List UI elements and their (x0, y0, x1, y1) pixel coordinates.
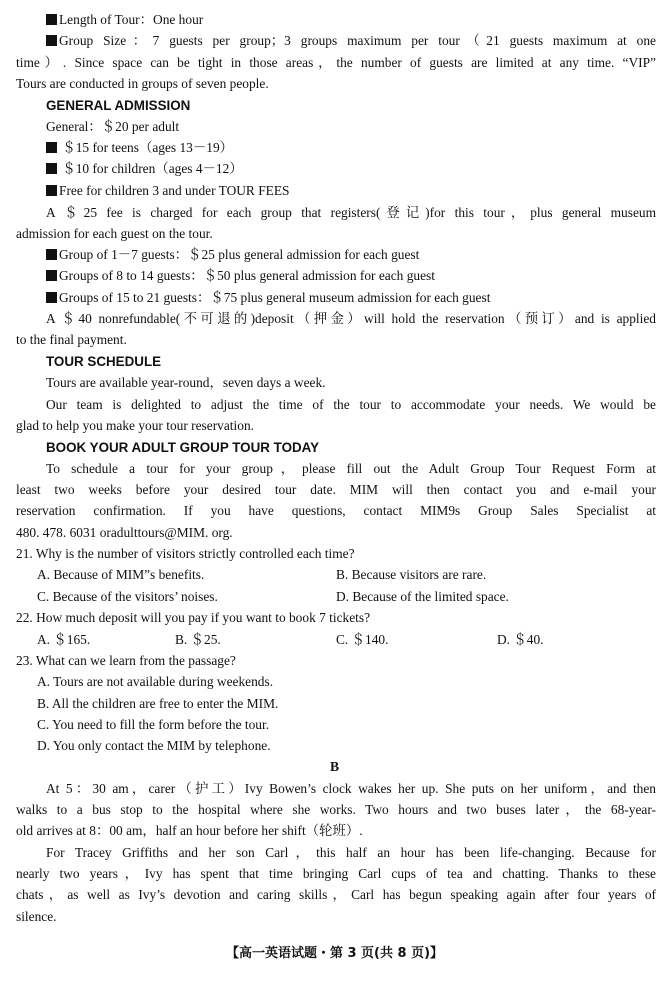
booking-contact-line: 480. 478. 6031 oradulttours@MIM. org. (16, 525, 233, 540)
bullet-square-icon (46, 185, 57, 196)
bullet-square-icon (46, 270, 57, 281)
booking-paragraph-line-1: To schedule a tour for your group，please fill out the Adult Group Tour Request Form at (46, 461, 656, 476)
general-admission-heading: GENERAL ADMISSION (46, 98, 191, 113)
group-size-line: Group Size：7 guests per group；3 groups maximum per tour（21 guests maximum at one (46, 31, 656, 51)
section-b-paragraph-1-line-1: At 5：30 am，carer（护工）Ivy Bowen’s clock wakes her up. She puts on her uniform，and then (46, 781, 656, 796)
question-22-option-c: C. ＄140. (336, 632, 389, 647)
tour-schedule-heading: TOUR SCHEDULE (46, 354, 162, 369)
section-b-paragraph-2-line-3: chats，as well as Ivy’s devotion and caring skills，Carl has begun speaking again after four years of (16, 887, 656, 902)
question-21-option-c: C. Because of the visitors’ noises. (37, 589, 218, 604)
question-23-stem: 23. What can we learn from the passage? (16, 653, 236, 668)
question-23-option-d: D. You only contact the MIM by telephone. (37, 738, 271, 753)
question-22-option-b: B. ＄25. (175, 632, 221, 647)
question-23-option-b: B. All the children are free to enter the MIM. (37, 696, 279, 711)
fee-group-1-7: Group of 1－7 guests：＄25 plus general admission for each guest (46, 245, 656, 265)
booking-paragraph-line-2: least two weeks before your desired tour date. MIM will then contact you and e-mail your (16, 482, 656, 497)
section-b-paragraph-1-line-3: old arrives at 8：00 am，half an hour before her shift（轮班）. (16, 823, 363, 838)
general-admission-adult: General：＄20 per adult (46, 119, 180, 134)
bullet-square-icon (46, 163, 57, 174)
book-tour-heading: BOOK YOUR ADULT GROUP TOUR TODAY (46, 440, 320, 455)
bullet-square-icon (46, 249, 57, 260)
question-21-stem: 21. Why is the number of visitors strictly controlled each time? (16, 546, 355, 561)
bullet-square-icon (46, 35, 57, 46)
adjust-time-paragraph: Our team is delighted to adjust the time of the tour to accommodate your needs. We would be (46, 397, 656, 412)
booking-paragraph-line-3: reservation confirmation. If you have questions, contact MIM9s Group Sales Specialist at (16, 503, 656, 518)
section-b-paragraph-1-line-2: walks to a bus stop to the hospital where she works. Two hours and two buses later，the 68-year- (16, 802, 656, 817)
bullet-square-icon (46, 14, 57, 25)
section-b-paragraph-2-line-4: silence. (16, 909, 57, 924)
adjust-time-paragraph-continued: glad to help you make your tour reservation. (16, 418, 254, 433)
section-b-paragraph-2-line-1: For Tracey Griffiths and her son Carl，this half an hour has been life-changing. Because for (46, 845, 656, 860)
question-21-option-b: B. Because visitors are rare. (336, 567, 487, 582)
question-22-option-d: D. ＄40. (497, 632, 544, 647)
section-b-label: B (329, 759, 340, 774)
tour-length-line: Length of Tour：One hour (46, 10, 656, 30)
tour-fee-paragraph-continued: admission for each guest on the tour. (16, 226, 213, 241)
fee-group-8-14: Groups of 8 to 14 guests：＄50 plus general admission for each guest (46, 266, 656, 286)
bullet-square-icon (46, 292, 57, 303)
question-23-option-a: A. Tours are not available during weekends. (37, 674, 274, 689)
deposit-paragraph-continued: to the final payment. (16, 332, 127, 347)
page-footer: 【高一英语试题・第 3 页(共 8 页)】 (225, 946, 444, 961)
question-23-option-c: C. You need to fill the form before the tour. (37, 717, 270, 732)
vip-tours-line: Tours are conducted in groups of seven people. (16, 76, 269, 91)
bullet-square-icon (46, 142, 57, 153)
question-21-option-a: A. Because of MIM”s benefits. (37, 567, 205, 582)
section-b-paragraph-2-line-2: nearly two years，Ivy has spent that time bringing Carl cups of tea and chatting. Thanks to these (16, 866, 656, 881)
tour-fee-paragraph: A ＄25 fee is charged for each group that registers(登记)for this tour，plus general museum (46, 205, 656, 220)
group-size-continued-line: time）. Since space can be tight in those areas，the number of guests are limited at any time. “VIP” (16, 55, 656, 70)
question-21-option-d: D. Because of the limited space. (336, 589, 509, 604)
admission-children: ＄10 for children（ages 4－12） (46, 159, 656, 179)
fee-group-15-21: Groups of 15 to 21 guests：＄75 plus general museum admission for each guest (46, 288, 656, 308)
admission-teens: ＄15 for teens（ages 13－19） (46, 138, 656, 158)
deposit-paragraph: A ＄40 nonrefundable(不可退的)deposit（押金）will hold the reservation（预订）and is applied (46, 311, 656, 326)
question-22-stem: 22. How much deposit will you pay if you want to book 7 tickets? (16, 610, 371, 625)
schedule-line: Tours are available year-round，seven days a week. (46, 375, 326, 390)
question-22-option-a: A. ＄165. (37, 632, 91, 647)
admission-free-children: Free for children 3 and under TOUR FEES (46, 181, 656, 201)
